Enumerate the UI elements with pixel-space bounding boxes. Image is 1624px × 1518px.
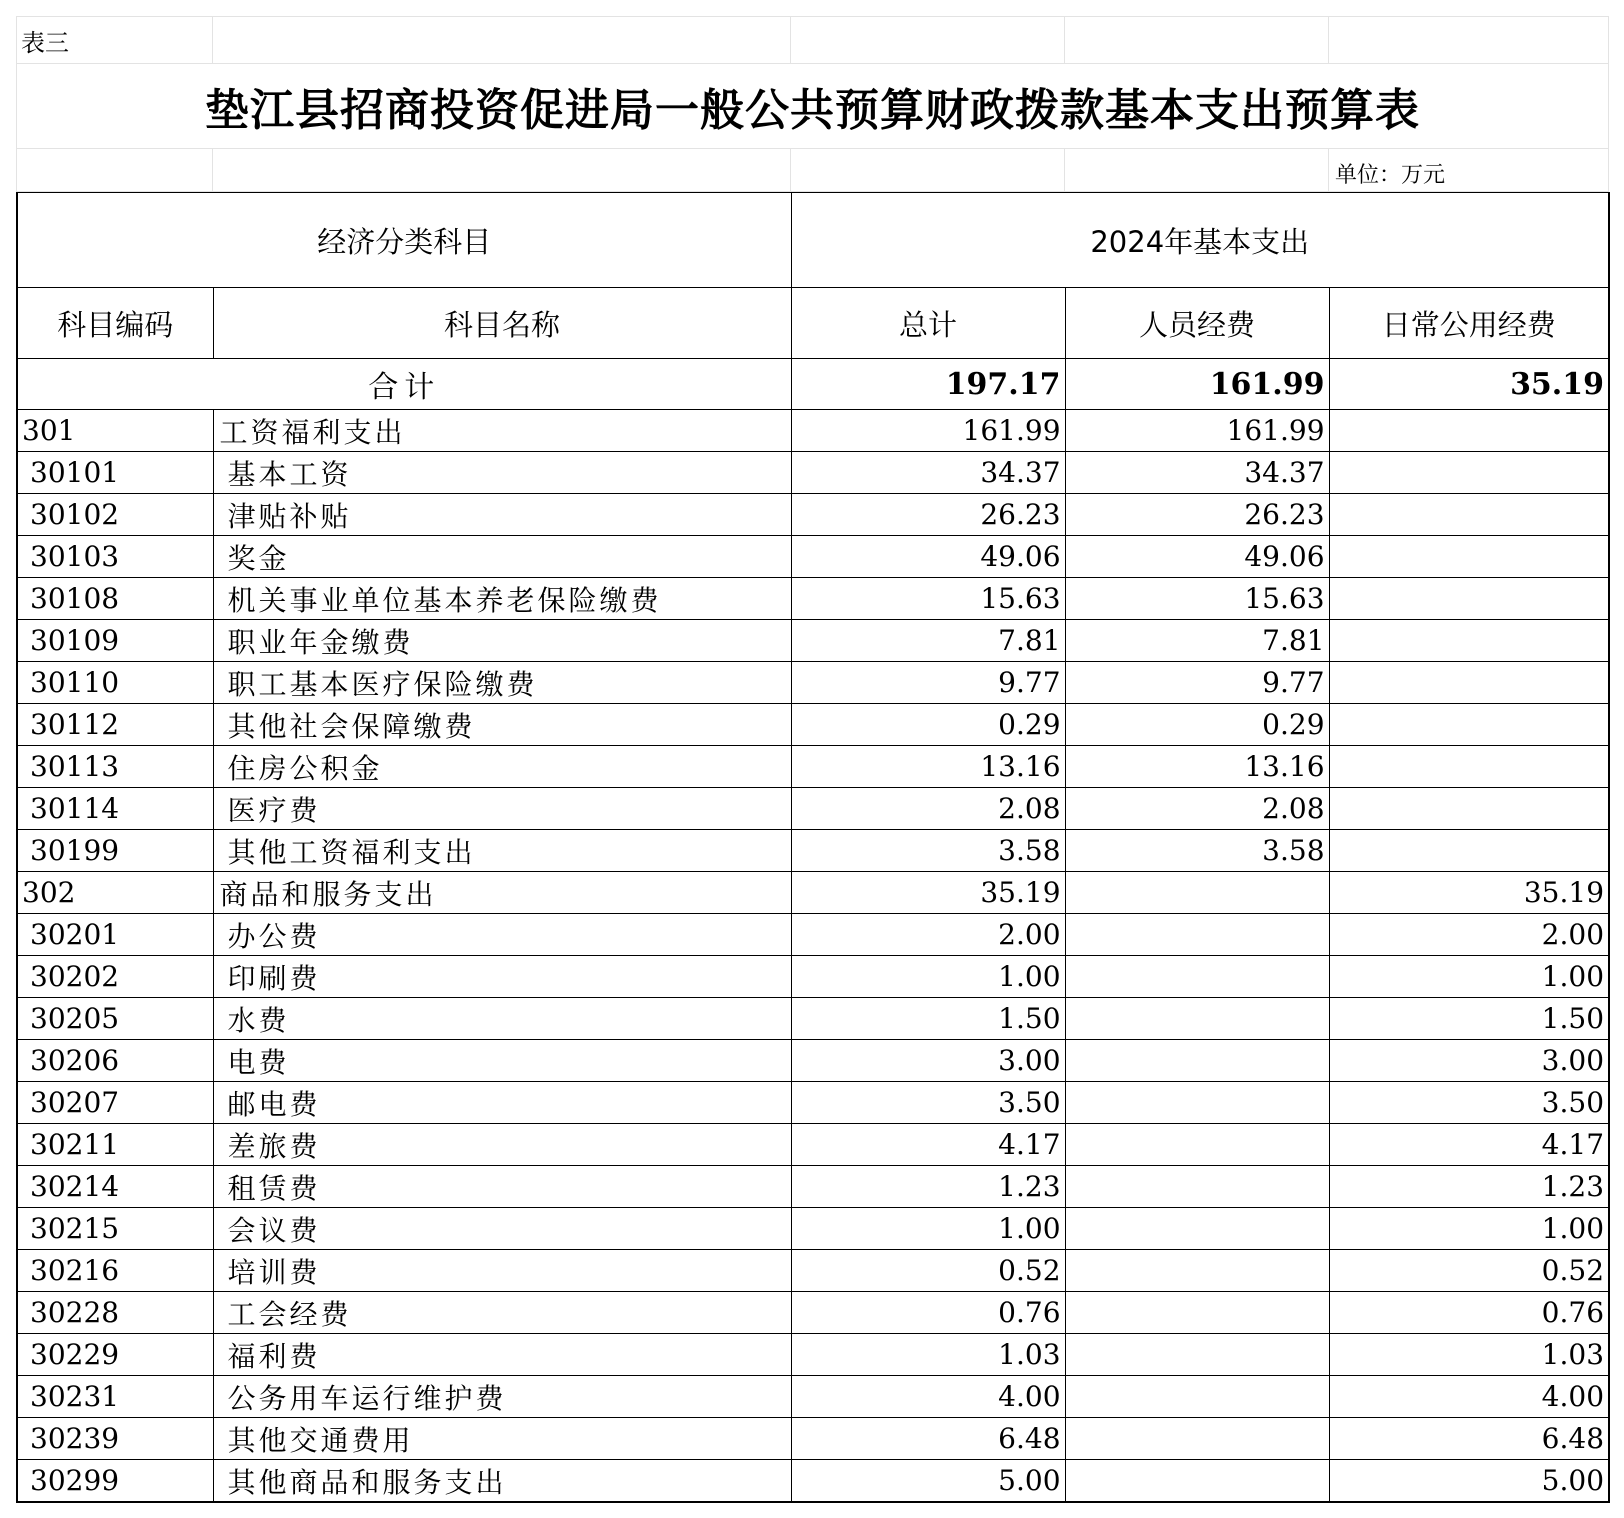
row-total: 1.50	[791, 998, 1065, 1040]
row-personnel: 26.23	[1065, 494, 1329, 536]
row-code: 30109	[17, 620, 213, 662]
table-row	[17, 998, 1609, 1040]
row-personnel: 49.06	[1065, 536, 1329, 578]
row-code: 30110	[17, 662, 213, 704]
row-personnel	[1065, 998, 1329, 1040]
row-total: 9.77	[791, 662, 1065, 704]
row-total: 26.23	[791, 494, 1065, 536]
row-code: 30214	[17, 1166, 213, 1208]
row-code: 30216	[17, 1250, 213, 1292]
table-row	[17, 1208, 1609, 1250]
row-public: 3.00	[1329, 1040, 1609, 1082]
row-public: 5.00	[1329, 1460, 1609, 1503]
row-public	[1329, 830, 1609, 872]
row-code: 301	[17, 410, 213, 452]
header-basic-expenditure: 2024年基本支出	[791, 193, 1609, 288]
row-personnel: 2.08	[1065, 788, 1329, 830]
row-personnel: 13.16	[1065, 746, 1329, 788]
row-name: 工资福利支出	[213, 410, 791, 452]
row-personnel: 0.29	[1065, 704, 1329, 746]
row-total: 1.00	[791, 1208, 1065, 1250]
row-personnel	[1065, 1250, 1329, 1292]
row-personnel: 15.63	[1065, 578, 1329, 620]
row-total: 1.00	[791, 956, 1065, 998]
row-total: 1.03	[791, 1334, 1065, 1376]
row-public	[1329, 578, 1609, 620]
table-number: 表三	[17, 17, 213, 64]
row-public: 6.48	[1329, 1418, 1609, 1460]
row-name: 商品和服务支出	[213, 872, 791, 914]
row-public: 1.00	[1329, 956, 1609, 998]
table-row	[17, 1376, 1609, 1418]
row-code: 302	[17, 872, 213, 914]
row-public	[1329, 746, 1609, 788]
page-title: 垫江县招商投资促进局一般公共预算财政拨款基本支出预算表	[17, 64, 1609, 149]
table-row	[17, 1124, 1609, 1166]
header-econ-classification: 经济分类科目	[17, 193, 791, 288]
row-name: 水费	[213, 998, 791, 1040]
row-personnel	[1065, 1460, 1329, 1503]
row-name: 职业年金缴费	[213, 620, 791, 662]
table-row	[17, 494, 1609, 536]
row-public: 4.17	[1329, 1124, 1609, 1166]
row-name: 其他社会保障缴费	[213, 704, 791, 746]
row-code: 30231	[17, 1376, 213, 1418]
table-row	[17, 620, 1609, 662]
row-total: 15.63	[791, 578, 1065, 620]
row-public	[1329, 536, 1609, 578]
table-row	[17, 1418, 1609, 1460]
table-row	[17, 1460, 1609, 1503]
table-row	[17, 1334, 1609, 1376]
row-personnel	[1065, 1292, 1329, 1334]
row-code: 30228	[17, 1292, 213, 1334]
row-name: 公务用车运行维护费	[213, 1376, 791, 1418]
unit-label: 单位：万元	[1329, 149, 1609, 192]
row-name: 职工基本医疗保险缴费	[213, 662, 791, 704]
table-row	[17, 830, 1609, 872]
row-total: 4.17	[791, 1124, 1065, 1166]
header-code: 科目编码	[17, 288, 213, 359]
table-row	[17, 956, 1609, 998]
row-total: 34.37	[791, 452, 1065, 494]
table-row	[17, 662, 1609, 704]
row-personnel	[1065, 1376, 1329, 1418]
row-total: 49.06	[791, 536, 1065, 578]
row-total: 35.19	[791, 872, 1065, 914]
row-total: 0.52	[791, 1250, 1065, 1292]
row-total: 0.76	[791, 1292, 1065, 1334]
table-row	[17, 1082, 1609, 1124]
row-personnel	[1065, 1418, 1329, 1460]
row-personnel	[1065, 1334, 1329, 1376]
row-public	[1329, 704, 1609, 746]
row-personnel	[1065, 1040, 1329, 1082]
row-personnel	[1065, 872, 1329, 914]
row-name: 机关事业单位基本养老保险缴费	[213, 578, 791, 620]
row-code: 30205	[17, 998, 213, 1040]
row-personnel	[1065, 1124, 1329, 1166]
row-code: 30206	[17, 1040, 213, 1082]
row-public	[1329, 410, 1609, 452]
row-name: 工会经费	[213, 1292, 791, 1334]
row-name: 培训费	[213, 1250, 791, 1292]
row-name: 差旅费	[213, 1124, 791, 1166]
row-code: 30101	[17, 452, 213, 494]
row-personnel	[1065, 956, 1329, 998]
row-public: 3.50	[1329, 1082, 1609, 1124]
row-personnel	[1065, 1208, 1329, 1250]
row-name: 会议费	[213, 1208, 791, 1250]
row-name: 津贴补贴	[213, 494, 791, 536]
row-total: 161.99	[791, 410, 1065, 452]
row-total: 2.08	[791, 788, 1065, 830]
row-code: 30207	[17, 1082, 213, 1124]
row-name: 电费	[213, 1040, 791, 1082]
sheet-header	[16, 16, 1609, 192]
totals-total: 197.17	[791, 359, 1065, 410]
row-code: 30229	[17, 1334, 213, 1376]
row-code: 30215	[17, 1208, 213, 1250]
row-name: 办公费	[213, 914, 791, 956]
table-row	[17, 914, 1609, 956]
table-row	[17, 788, 1609, 830]
header-name: 科目名称	[213, 288, 791, 359]
row-code: 30103	[17, 536, 213, 578]
row-public: 0.52	[1329, 1250, 1609, 1292]
row-name: 基本工资	[213, 452, 791, 494]
row-total: 3.00	[791, 1040, 1065, 1082]
row-code: 30114	[17, 788, 213, 830]
row-personnel: 161.99	[1065, 410, 1329, 452]
row-public	[1329, 494, 1609, 536]
row-code: 30201	[17, 914, 213, 956]
row-code: 30113	[17, 746, 213, 788]
row-public: 1.03	[1329, 1334, 1609, 1376]
table-row	[17, 1040, 1609, 1082]
budget-sheet	[16, 16, 1608, 1503]
row-total: 4.00	[791, 1376, 1065, 1418]
row-code: 30108	[17, 578, 213, 620]
table-row	[17, 410, 1609, 452]
table-row	[17, 1166, 1609, 1208]
row-total: 3.58	[791, 830, 1065, 872]
table-row	[17, 578, 1609, 620]
row-code: 30112	[17, 704, 213, 746]
row-public: 35.19	[1329, 872, 1609, 914]
row-public: 1.50	[1329, 998, 1609, 1040]
row-personnel: 7.81	[1065, 620, 1329, 662]
row-public	[1329, 788, 1609, 830]
row-public: 0.76	[1329, 1292, 1609, 1334]
row-name: 租赁费	[213, 1166, 791, 1208]
table-row	[17, 872, 1609, 914]
row-code: 30299	[17, 1460, 213, 1503]
header-personnel: 人员经费	[1065, 288, 1329, 359]
row-name: 其他交通费用	[213, 1418, 791, 1460]
row-name: 其他商品和服务支出	[213, 1460, 791, 1503]
row-total: 3.50	[791, 1082, 1065, 1124]
row-total: 0.29	[791, 704, 1065, 746]
row-public	[1329, 452, 1609, 494]
row-name: 奖金	[213, 536, 791, 578]
row-name: 医疗费	[213, 788, 791, 830]
row-public: 1.23	[1329, 1166, 1609, 1208]
row-personnel	[1065, 1166, 1329, 1208]
row-code: 30211	[17, 1124, 213, 1166]
header-public: 日常公用经费	[1329, 288, 1609, 359]
row-personnel: 34.37	[1065, 452, 1329, 494]
row-total: 6.48	[791, 1418, 1065, 1460]
row-total: 13.16	[791, 746, 1065, 788]
table-row	[17, 452, 1609, 494]
row-personnel	[1065, 1082, 1329, 1124]
row-public	[1329, 620, 1609, 662]
row-name: 福利费	[213, 1334, 791, 1376]
totals-row	[17, 359, 1609, 410]
row-public	[1329, 662, 1609, 704]
row-total: 1.23	[791, 1166, 1065, 1208]
totals-label: 合计	[17, 359, 791, 410]
row-public: 1.00	[1329, 1208, 1609, 1250]
row-code: 30239	[17, 1418, 213, 1460]
row-personnel	[1065, 914, 1329, 956]
header-total: 总计	[791, 288, 1065, 359]
table-row	[17, 704, 1609, 746]
row-total: 5.00	[791, 1460, 1065, 1503]
table-row	[17, 536, 1609, 578]
row-name: 其他工资福利支出	[213, 830, 791, 872]
budget-table	[16, 192, 1610, 1503]
row-code: 30102	[17, 494, 213, 536]
totals-personnel: 161.99	[1065, 359, 1329, 410]
table-row	[17, 1292, 1609, 1334]
row-personnel: 3.58	[1065, 830, 1329, 872]
row-code: 30199	[17, 830, 213, 872]
row-public: 4.00	[1329, 1376, 1609, 1418]
table-row	[17, 1250, 1609, 1292]
row-total: 7.81	[791, 620, 1065, 662]
totals-public: 35.19	[1329, 359, 1609, 410]
row-name: 住房公积金	[213, 746, 791, 788]
row-name: 邮电费	[213, 1082, 791, 1124]
table-row	[17, 746, 1609, 788]
row-code: 30202	[17, 956, 213, 998]
row-name: 印刷费	[213, 956, 791, 998]
row-public: 2.00	[1329, 914, 1609, 956]
row-total: 2.00	[791, 914, 1065, 956]
row-personnel: 9.77	[1065, 662, 1329, 704]
